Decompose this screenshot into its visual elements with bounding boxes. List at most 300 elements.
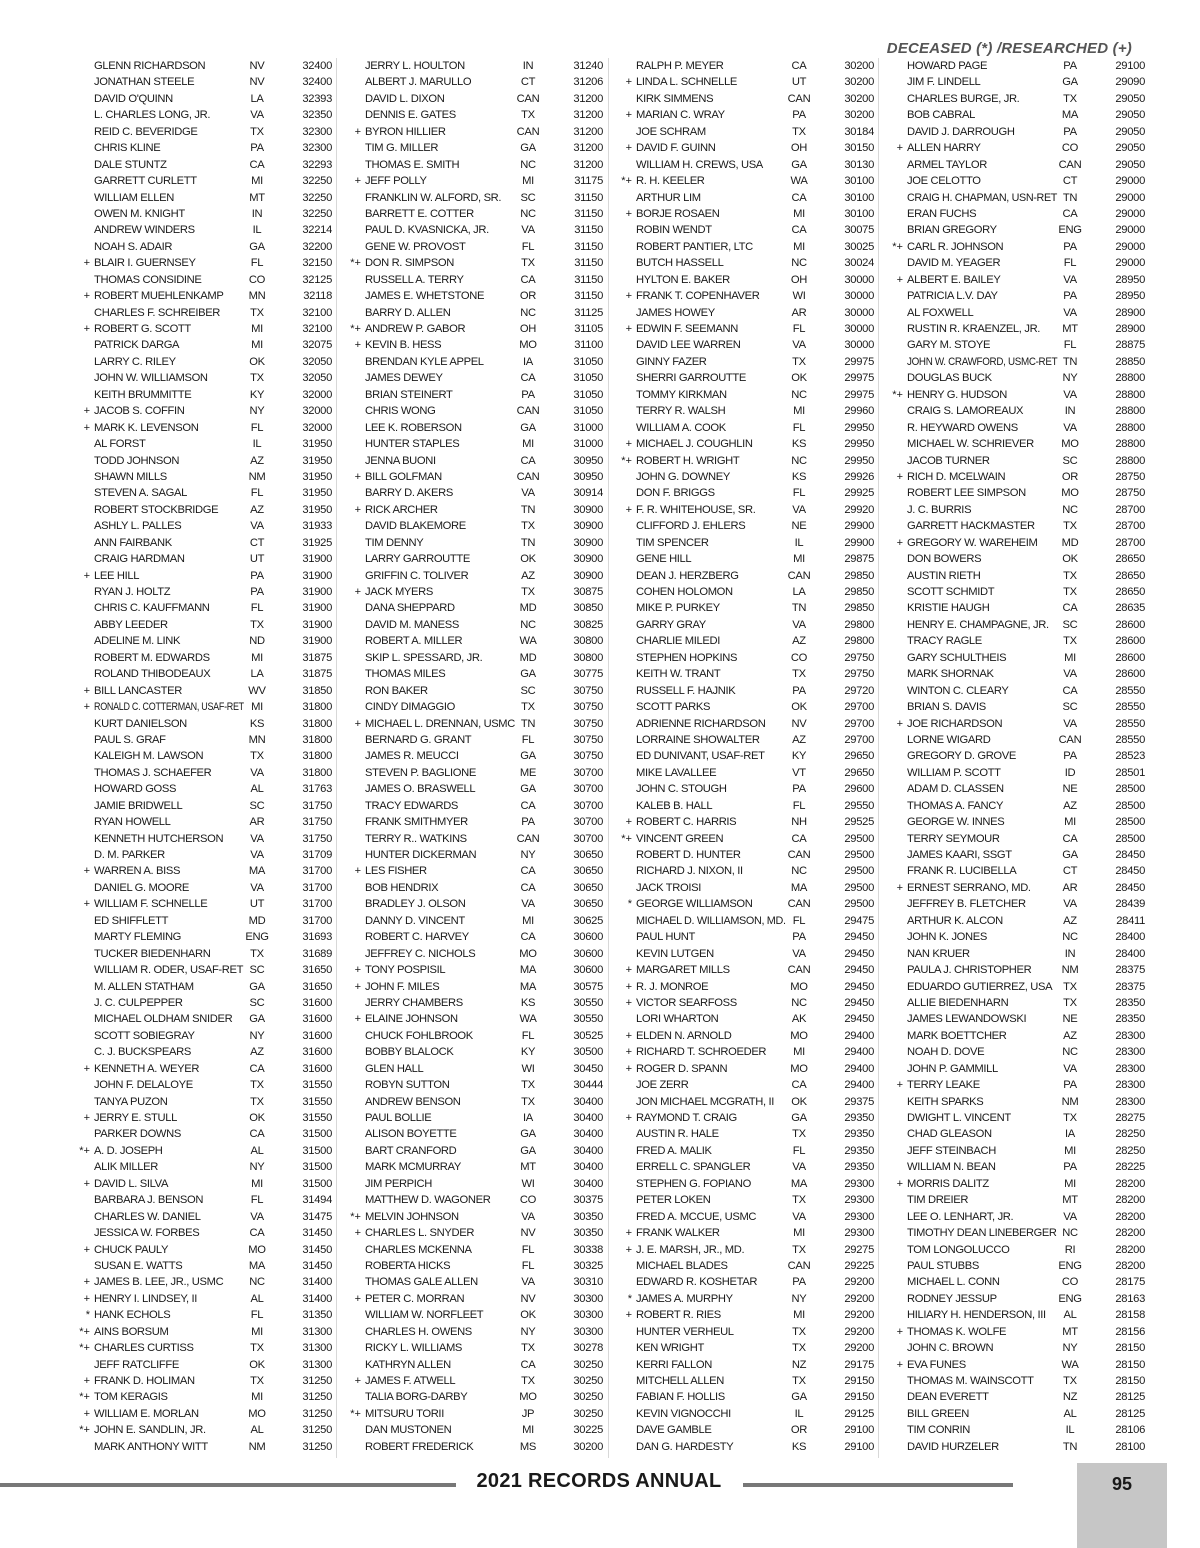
record-name: TALIA BORG-DARBY [365,1391,468,1404]
record-name: TIM SPENCER [636,536,709,549]
record-row [341,305,611,321]
record-state: NV [791,717,807,730]
record-score: 28950 [1115,273,1145,286]
record-score: 31750 [302,816,332,829]
record-name: GARY SCHULTHEIS [907,651,1007,664]
record-name: JOHN F. DELALOYE [94,1079,193,1092]
record-state: VA [250,520,264,533]
record-state: TX [792,668,806,681]
record-row [883,1439,1153,1455]
record-row [70,1291,340,1307]
record-row [70,157,340,173]
record-row [883,584,1153,600]
record-state: MI [251,1391,263,1404]
record-score: 31800 [302,750,332,763]
record-score: 31933 [302,520,332,533]
record-score: 30750 [573,750,603,763]
record-row [883,354,1153,370]
record-row [341,190,611,206]
record-state: MT [1062,323,1078,335]
record-name: STEVEN P. BAGLIONE [365,766,477,779]
record-row [883,863,1153,879]
record-row [341,157,611,173]
record-row [612,1357,882,1373]
record-score: 28501 [1115,766,1145,779]
record-name: NOAH S. ADAIR [94,240,173,253]
record-row [70,255,340,271]
record-row [612,814,882,830]
record-state: VA [250,766,264,779]
record-state: TX [792,125,806,138]
record-state: IA [1065,1128,1075,1141]
record-name: JENNA BUONI [365,454,436,467]
record-state: NE [791,520,807,533]
record-state: TX [250,125,264,138]
record-name: FRED A. MCCUE, USMC [636,1210,757,1223]
record-score: 28650 [1115,569,1145,582]
record-score: 28550 [1115,733,1145,746]
record-row [612,1159,882,1175]
record-name: JAMIE BRIDWELL [94,799,183,812]
record-name: KENNETH HUTCHERSON [94,832,224,845]
record-row [883,683,1153,699]
record-state: VA [250,832,264,845]
record-score: 32214 [302,224,332,237]
record-row [612,880,882,896]
record-name: CARL R. JOHNSON [907,240,1004,253]
record-score: 31800 [302,733,332,746]
record-score: 32050 [302,355,332,368]
record-score: 30200 [573,1440,603,1453]
record-row [341,1192,611,1208]
record-name: JOHN E. SANDLIN, JR. [94,1424,206,1437]
record-score: 29900 [844,520,874,533]
record-name: KEVIN VIGNOCCHI [636,1407,731,1420]
record-name: ROBERT C. HARRIS [636,816,737,829]
record-row [70,354,340,370]
record-marker: + [83,323,90,335]
record-row [883,1011,1153,1027]
record-score: 29300 [844,1194,874,1207]
record-row [70,1274,340,1290]
record-name: ERAN FUCHS [907,207,977,220]
record-score: 28375 [1115,980,1145,993]
record-score: 31300 [302,1325,332,1338]
record-state: IA [523,1112,533,1124]
record-score: 29800 [844,635,874,648]
record-score: 31200 [573,142,603,155]
record-score: 31693 [302,931,332,944]
record-score: 29000 [1115,207,1145,220]
record-name: THOMAS J. SCHAEFER [94,766,212,779]
record-state: AL [250,1144,264,1157]
record-score: 28450 [1115,865,1145,878]
record-score: 29900 [844,536,874,549]
record-state: CT [1062,865,1078,878]
record-name: RUSSELL A. TERRY [365,273,464,286]
record-row [341,929,611,945]
record-state: WA [519,635,537,648]
record-state: MI [1064,651,1076,664]
record-name: JAMES HOWEY [636,306,715,319]
record-row [883,239,1153,255]
record-row [341,551,611,567]
record-name: KATHRYN ALLEN [365,1358,451,1371]
record-row [341,1077,611,1093]
record-row [341,206,611,222]
record-row [612,1028,882,1044]
record-score: 30350 [573,1227,603,1240]
record-state: KS [249,717,265,730]
record-name: KIRK SIMMENS [636,92,714,105]
record-name: JAMES LEWANDOWSKI [907,1013,1027,1026]
record-name: EDUARDO GUTIERREZ, USA [907,980,1053,993]
record-row [341,962,611,978]
record-state: PA [792,684,806,697]
record-name: TOM KERAGIS [94,1391,168,1404]
record-row [70,1439,340,1455]
record-state: VA [521,1210,535,1223]
record-score: 29400 [844,1046,874,1059]
record-row [70,1011,340,1027]
record-marker: + [896,1079,903,1092]
record-state: CT [1062,175,1078,188]
record-score: 28200 [1115,1194,1145,1207]
record-score: 30000 [844,323,874,335]
record-name: DEAN J. HERZBERG [636,569,739,582]
record-state: VA [792,1210,806,1223]
record-name: CHAD GLEASON [907,1128,992,1141]
record-state: PA [521,388,535,401]
record-state: NC [249,1276,265,1289]
record-score: 30184 [844,125,874,138]
record-name: AUSTIN RIETH [907,569,981,582]
record-name: ROLAND THIBODEAUX [94,668,211,681]
record-state: MI [1064,1144,1076,1157]
record-state: CO [790,651,808,664]
record-score: 30025 [844,240,874,253]
record-row [70,140,340,156]
record-score: 29100 [1115,60,1145,72]
record-score: 28750 [1115,470,1145,483]
record-marker: + [354,339,361,352]
record-row [883,337,1153,353]
record-name: ROBERT H. WRIGHT [636,454,740,467]
record-state: OK [1062,553,1078,566]
record-score: 31450 [302,1259,332,1272]
record-marker: *+ [350,323,361,335]
record-state: SC [1062,618,1078,631]
record-name: ALLEN HARRY [907,142,981,155]
record-score: 31250 [302,1407,332,1420]
record-name: C. J. BUCKSPEARS [94,1046,191,1059]
record-state: OH [790,273,808,286]
record-row [341,272,611,288]
record-state: MI [251,175,263,188]
record-row [341,1324,611,1340]
record-row [612,929,882,945]
record-row [612,1094,882,1110]
record-marker: + [354,175,361,188]
record-score: 31950 [302,438,332,451]
record-name: GREGORY D. GROVE [907,750,1016,763]
record-state: TX [792,1375,806,1387]
record-name: RONALD C. COTTERMAN, USAF-RET [94,701,244,714]
record-state: VA [521,1276,535,1289]
record-row [883,370,1153,386]
record-row [341,502,611,518]
record-state: OH [790,142,808,155]
record-score: 28800 [1115,454,1145,467]
record-score: 31250 [302,1391,332,1404]
record-name: M. ALLEN STATHAM [94,980,194,993]
record-score: 29750 [844,651,874,664]
record-name: ADRIENNE RICHARDSON [636,717,766,730]
record-name: DAVID L. SILVA [94,1177,169,1190]
record-name: PAUL D. KVASNICKA, JR. [365,224,489,237]
record-row [70,420,340,436]
record-row [70,173,340,189]
record-state: MA [1061,109,1079,122]
record-name: ROBERT STOCKBRIDGE [94,503,219,516]
record-state: CAN [516,470,540,483]
record-name: MELVIN JOHNSON [365,1210,459,1223]
record-name: TIM DREIER [907,1194,969,1207]
record-row [612,1126,882,1142]
record-state: NM [1061,964,1079,977]
record-row [883,469,1153,485]
record-row [70,1422,340,1438]
record-row [883,896,1153,912]
record-score: 30625 [573,914,603,927]
record-row [612,1373,882,1389]
record-score: 30900 [573,553,603,566]
record-score: 31500 [302,1161,332,1174]
record-name: BERNARD G. GRANT [365,733,472,746]
record-score: 29700 [844,717,874,730]
record-name: MARK ANTHONY WITT [94,1440,208,1453]
record-marker: + [896,536,903,549]
record-marker: *+ [79,1342,90,1355]
record-name: WILLIAM P. SCOTT [907,766,1001,779]
record-row [70,946,340,962]
record-score: 29050 [1115,142,1145,155]
record-name: BOB HENDRIX [365,881,439,894]
record-marker: + [354,964,361,977]
record-score: 32075 [302,339,332,352]
record-state: MI [251,1325,263,1338]
record-score: 31494 [302,1194,332,1207]
record-state: AZ [1063,799,1077,812]
record-score: 28350 [1115,1013,1145,1026]
record-state: TN [520,536,536,549]
record-row [612,337,882,353]
record-name: MICHAEL L. DRENNAN, USMC [365,717,515,730]
record-state: TX [1063,980,1077,993]
record-score: 28300 [1115,1029,1145,1042]
record-score: 30400 [573,1144,603,1157]
record-name: NOAH D. DOVE [907,1046,985,1059]
record-state: TX [1063,92,1077,105]
record-name: A. D. JOSEPH [94,1144,163,1157]
record-row [612,1274,882,1290]
record-score: 32400 [302,76,332,89]
record-score: 29200 [844,1292,874,1305]
record-state: NH [791,816,807,829]
record-state: MI [1064,816,1076,829]
record-score: 30400 [573,1177,603,1190]
record-name: DAVID M. MANESS [365,618,460,631]
record-name: GINNY FAZER [636,355,707,368]
record-name: GARRETT CURLETT [94,175,197,188]
record-marker: *+ [79,1424,90,1437]
record-name: JAMES A. MURPHY [636,1292,733,1305]
record-state: MI [522,914,534,927]
record-name: RICHARD T. SCHROEDER [636,1046,767,1059]
record-marker: + [83,1243,90,1256]
record-state: OK [249,1112,265,1124]
record-score: 28550 [1115,684,1145,697]
record-row [341,1389,611,1405]
record-row [70,732,340,748]
record-state: AZ [1063,914,1077,927]
record-name: AINS BORSUM [94,1325,169,1338]
record-name: MICHAEL J. COUGHLIN [636,438,753,451]
record-name: ROBERT D. HUNTER [636,849,741,861]
record-row [612,683,882,699]
record-row [612,847,882,863]
record-name: FABIAN F. HOLLIS [636,1391,725,1404]
record-score: 30650 [573,865,603,878]
record-marker: + [896,142,903,155]
record-name: BORJE ROSAEN [636,207,720,220]
record-row [341,896,611,912]
record-row [70,74,340,90]
record-state: CT [520,76,536,89]
record-state: TN [1062,355,1078,368]
record-row [70,1143,340,1159]
record-name: KEVIN LUTGEN [636,947,714,960]
record-state: NY [1062,372,1078,385]
record-row [341,798,611,814]
record-marker: + [625,1243,632,1256]
record-row [883,272,1153,288]
record-state: SC [249,964,265,977]
record-row [341,239,611,255]
record-score: 29200 [844,1309,874,1322]
record-name: ROBERT FREDERICK [365,1440,474,1453]
record-name: MARK BOETTCHER [907,1029,1007,1042]
record-name: ROBERT A. MILLER [365,635,463,648]
record-row [883,222,1153,238]
record-row [883,1192,1153,1208]
record-score: 28200 [1115,1259,1145,1272]
record-row [612,157,882,173]
record-row [70,1044,340,1060]
record-state: TX [1063,635,1077,648]
record-state: GA [249,1013,265,1026]
record-name: HANK ECHOLS [94,1309,171,1322]
record-score: 29090 [1115,76,1145,89]
record-row [70,748,340,764]
record-name: MICHAEL L. CONN [907,1276,1000,1289]
record-row [70,1094,340,1110]
record-score: 28650 [1115,586,1145,598]
record-row [612,1077,882,1093]
record-score: 32050 [302,372,332,385]
record-score: 29975 [844,388,874,401]
record-state: AR [249,816,265,829]
record-score: 31450 [302,1243,332,1256]
record-score: 29050 [1115,109,1145,122]
record-state: FL [792,799,806,812]
record-row [612,107,882,123]
record-score: 28635 [1115,602,1145,615]
record-row [883,1340,1153,1356]
record-score: 30300 [573,1325,603,1338]
record-state: GA [520,1144,536,1157]
record-state: AZ [250,454,264,467]
record-state: VA [250,1210,264,1223]
record-name: THOMAS K. WOLFE [907,1325,1007,1338]
record-row [612,502,882,518]
record-name: PAUL STUBBS [907,1259,979,1272]
record-name: BLAIR I. GUERNSEY [94,257,196,270]
record-state: CA [249,1227,265,1240]
record-score: 31763 [302,783,332,796]
record-state: GA [791,1391,807,1404]
record-state: FL [250,421,264,434]
record-score: 32300 [302,142,332,155]
record-row [612,1225,882,1241]
record-row [341,1061,611,1077]
record-name: TIM CONRIN [907,1424,970,1437]
record-row [612,1061,882,1077]
record-row [70,633,340,649]
record-state: VA [1063,668,1077,681]
record-name: DAVID J. DARROUGH [907,125,1015,138]
record-score: 28125 [1115,1407,1145,1420]
record-name: DANNY D. VINCENT [365,914,465,927]
record-state: TX [792,1194,806,1207]
record-state: NC [791,865,807,878]
record-score: 30225 [573,1424,603,1437]
record-row [612,1307,882,1323]
record-row [883,1044,1153,1060]
record-score: 30750 [573,684,603,697]
record-state: MO [519,1391,537,1404]
record-score: 31900 [302,553,332,566]
record-state: TX [1063,996,1077,1009]
record-state: VA [792,1161,806,1174]
record-score: 31700 [302,898,332,911]
record-row [70,1192,340,1208]
record-name: BILL GOLFMAN [365,470,442,483]
record-row [883,1110,1153,1126]
record-state: CA [520,1358,536,1371]
record-score: 30650 [573,881,603,894]
record-name: JESSICA W. FORBES [94,1227,200,1240]
record-row [612,1258,882,1274]
record-name: ANDREW WINDERS [94,224,195,237]
record-row [612,551,882,567]
record-score: 31650 [302,964,332,977]
record-row [883,436,1153,452]
record-score: 31800 [302,766,332,779]
record-state: MI [251,323,263,335]
record-row [612,124,882,140]
record-state: CO [519,1194,537,1207]
